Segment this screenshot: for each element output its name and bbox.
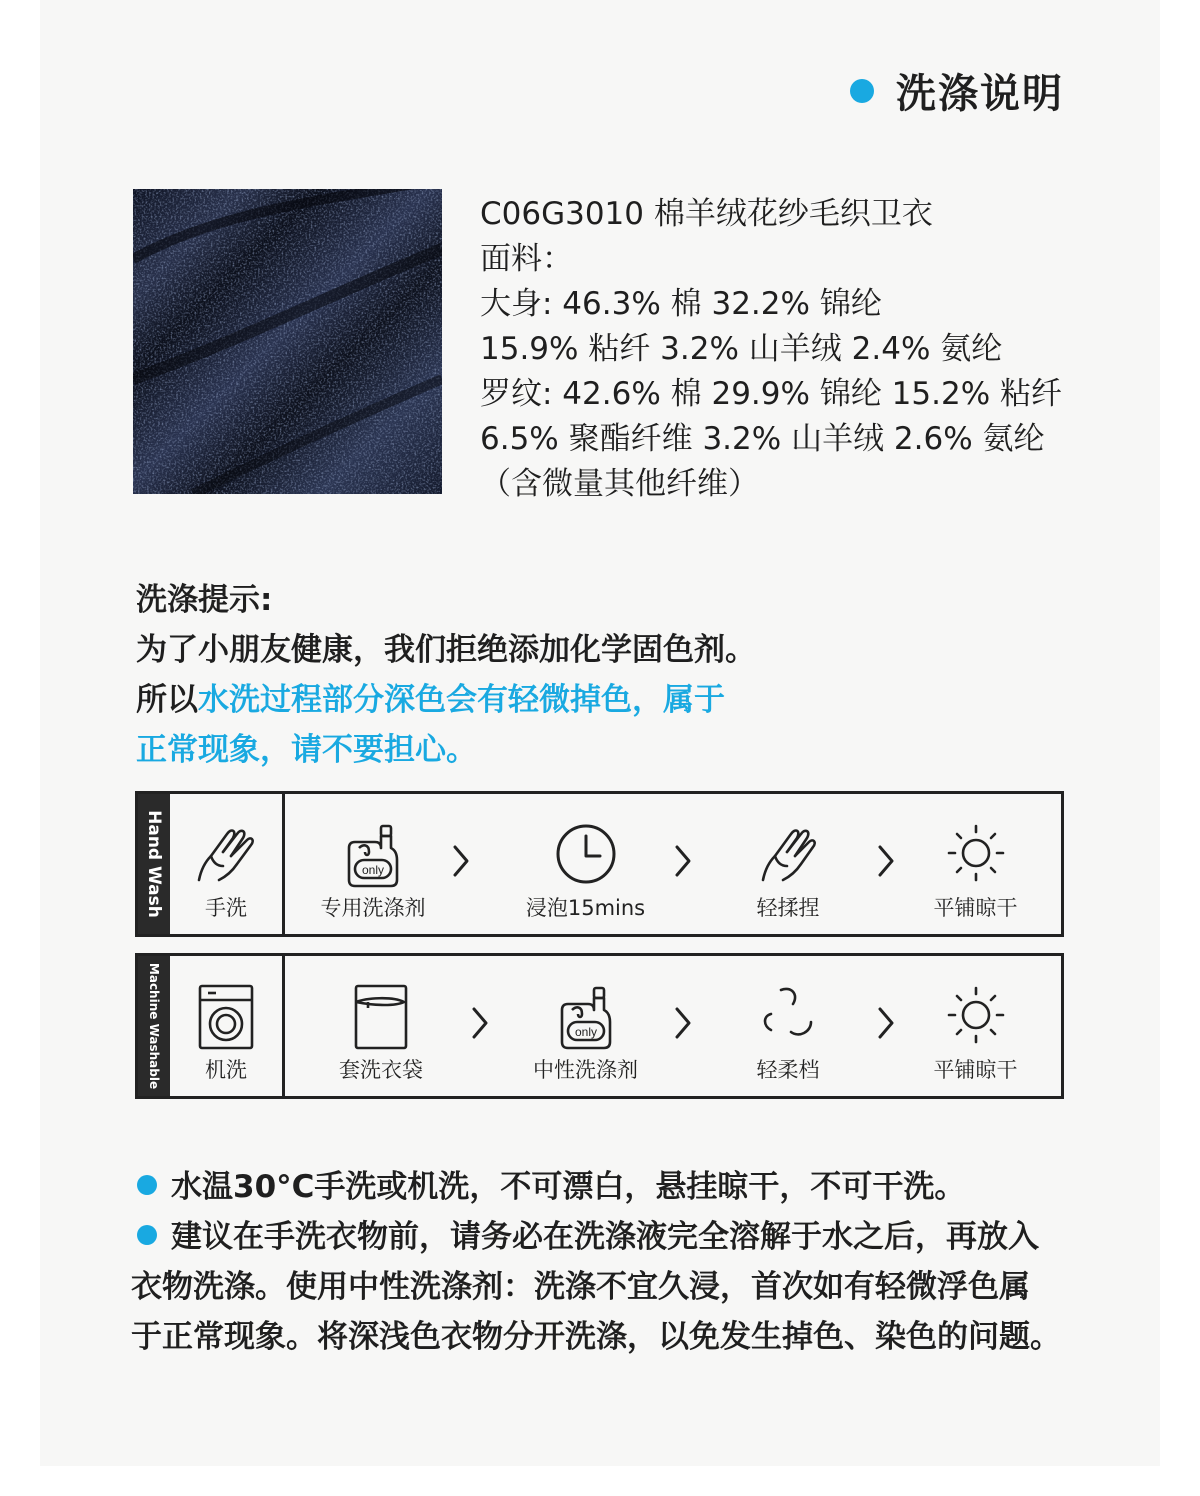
page-title — [850, 62, 1064, 119]
machine-wash-side-label — [138, 956, 170, 1096]
step-gentle-knead — [733, 794, 843, 934]
product-name: C06G3010 棉羊绒花纱毛织卫衣 — [480, 196, 933, 232]
step-dry-flat — [913, 956, 1038, 1096]
composition-line: 大身: 46.3% 棉 32.2% 锦纶 — [480, 286, 882, 322]
chevron-right-icon — [673, 844, 693, 878]
hand-wash-side-label — [138, 794, 170, 934]
note-item — [131, 1162, 1061, 1212]
sun-icon — [945, 822, 1007, 884]
hand-wash-method — [170, 794, 282, 934]
note-text: 衣物洗涤。使用中性洗涤剂：洗涤不宜久浸，首次如有轻微浮色属 — [131, 1269, 1030, 1305]
hand-wash-side-label-text: Hand Wash — [144, 810, 164, 918]
gentle-cycle-icon — [757, 984, 819, 1042]
laundry-bag-icon — [352, 984, 410, 1050]
detergent-bottle-icon — [558, 984, 614, 1050]
step-label: 浸泡15mins — [525, 896, 646, 920]
composition-line: 15.9% 粘纤 3.2% 山羊绒 2.4% 氨纶 — [480, 331, 1003, 367]
step-dry-flat — [913, 794, 1038, 934]
tips-highlight: 正常现象，请不要担心。 — [136, 732, 477, 768]
note-text: 建议在手洗衣物前，请务必在洗涤液完全溶解于水之后，再放入 — [171, 1219, 1039, 1255]
composition-line: （含微量其他纤维） — [480, 466, 759, 502]
only-badge-text: only — [361, 863, 385, 877]
step-label: 轻柔档 — [756, 1058, 820, 1082]
bullet-icon — [137, 1225, 157, 1245]
sun-icon — [945, 984, 1007, 1046]
step-label: 平铺晾干 — [933, 896, 1018, 920]
step-label: 专用洗涤剂 — [320, 896, 426, 920]
step-label: 套洗衣袋 — [339, 1058, 423, 1082]
step-label: 轻揉捏 — [756, 896, 820, 920]
composition-line: 面料： — [480, 241, 573, 277]
step-label: 中性洗涤剂 — [533, 1058, 638, 1082]
machine-wash-side-label-text: Machine Washable — [147, 962, 161, 1090]
product-composition — [480, 192, 1062, 507]
hand-wash-label: 手洗 — [205, 896, 247, 920]
page-title-text: 洗涤说明 — [896, 71, 1064, 117]
step-label: 平铺晾干 — [933, 1058, 1018, 1082]
step-soak — [508, 794, 663, 934]
clock-icon — [554, 822, 618, 886]
washing-machine-icon — [196, 984, 256, 1050]
chevron-right-icon — [451, 844, 471, 878]
step-gentle-cycle — [733, 956, 843, 1096]
hand-wash-icon — [193, 822, 259, 884]
fabric-swatch-icon — [133, 189, 442, 494]
washing-tips — [136, 575, 756, 775]
hand-wash-panel — [135, 791, 1064, 937]
only-badge-text: only — [574, 1025, 597, 1039]
note-item — [131, 1212, 1061, 1262]
chevron-right-icon — [673, 1006, 693, 1040]
fabric-swatch-image — [133, 189, 442, 494]
hand-wash-main-cell — [170, 794, 285, 934]
tips-heading: 洗涤提示: — [136, 582, 273, 618]
hand-knead-icon — [755, 822, 821, 884]
tips-line — [136, 675, 756, 725]
machine-wash-main-cell — [170, 956, 285, 1096]
tips-line: 为了小朋友健康，我们拒绝添加化学固色剂。 — [136, 632, 756, 668]
chevron-right-icon — [470, 1006, 490, 1040]
step-laundry-bag — [306, 956, 456, 1096]
machine-wash-method — [170, 956, 282, 1096]
note-text: 于正常现象。将深浅色衣物分开洗涤，以免发生掉色、染色的问题。 — [131, 1319, 1061, 1355]
title-bullet-icon — [850, 79, 874, 103]
step-neutral-detergent — [508, 956, 663, 1096]
note-text: 水温30°C手洗或机洗，不可漂白，悬挂晾干，不可干洗。 — [171, 1169, 966, 1205]
composition-line: 罗纹: 42.6% 棉 29.9% 锦纶 15.2% 粘纤 — [480, 376, 1063, 412]
tips-prefix: 所以 — [136, 682, 198, 718]
tips-highlight: 水洗过程部分深色会有轻微掉色，属于 — [198, 682, 725, 718]
detergent-bottle-icon — [345, 822, 401, 888]
machine-wash-panel — [135, 953, 1064, 1099]
bullet-icon — [137, 1175, 157, 1195]
chevron-right-icon — [876, 844, 896, 878]
composition-line: 6.5% 聚酯纤维 3.2% 山羊绒 2.6% 氨纶 — [480, 421, 1045, 457]
machine-wash-label: 机洗 — [205, 1058, 247, 1082]
step-special-detergent — [298, 794, 448, 934]
care-notes — [131, 1162, 1061, 1362]
chevron-right-icon — [876, 1006, 896, 1040]
